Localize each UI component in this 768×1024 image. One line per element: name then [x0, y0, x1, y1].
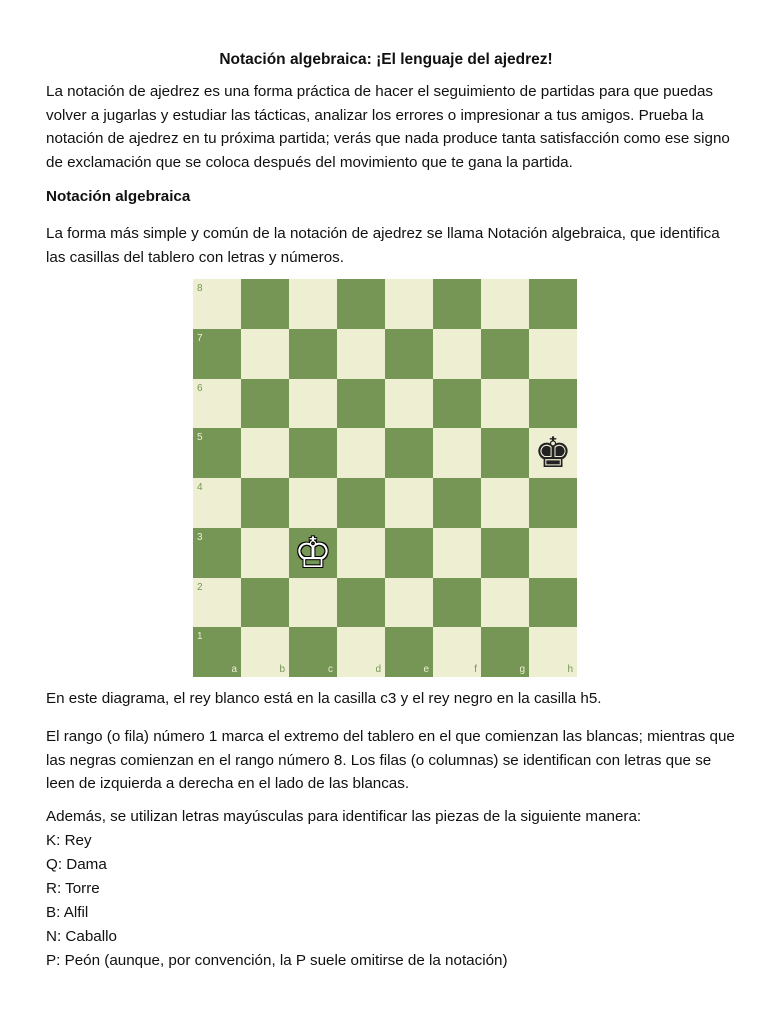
square-g3 — [481, 528, 529, 578]
list-item: K: Rey — [46, 832, 92, 849]
square-c2 — [289, 578, 337, 628]
square-e1 — [385, 627, 433, 677]
square-c7 — [289, 329, 337, 379]
square-f7 — [433, 329, 481, 379]
file-label: e — [423, 664, 429, 675]
rank-label: 7 — [197, 332, 203, 344]
square-a7 — [193, 329, 241, 379]
square-h8 — [529, 279, 577, 329]
intro-paragraph: La notación de ajedrez es una forma práctica de hacer el seguimiento de partidas para que puedas volver a jugarlas y estudiar las tácticas, analizar los errores o impresionar a tus amigos. Prueba la notación de ajedrez en tu próxima partida; verás que nada produce tanta satisfacción como ese signo de exclamación que se coloca después del movimiento que te gana la partida. — [46, 83, 730, 171]
file-label: g — [519, 664, 525, 675]
square-b4 — [241, 478, 289, 528]
black-king-icon: ♚ — [534, 428, 572, 478]
list-item: P: Peón (aunque, por convención, la P suele omitirse de la notación) — [46, 952, 508, 969]
square-e7 — [385, 329, 433, 379]
white-king-icon: ♔ — [294, 527, 332, 577]
square-g4 — [481, 478, 529, 528]
square-a8 — [193, 279, 241, 329]
list-item: B: Alfil — [46, 904, 89, 921]
file-label: c — [328, 664, 333, 675]
pieces-intro: Además, se utilizan letras mayúsculas para identificar las piezas de la siguiente manera: — [46, 808, 642, 825]
square-c4 — [289, 478, 337, 528]
square-h3 — [529, 528, 577, 578]
square-d3 — [337, 528, 385, 578]
section-heading: Notación algebraica — [46, 188, 191, 205]
rank-label: 1 — [197, 631, 203, 643]
square-e8 — [385, 279, 433, 329]
file-label: b — [279, 664, 285, 675]
square-c8 — [289, 279, 337, 329]
square-d1 — [337, 627, 385, 677]
section-paragraph: La forma más simple y común de la notación de ajedrez se llama Notación algebraica, que identifica las casillas del tablero con letras y números. — [46, 225, 720, 266]
square-c6 — [289, 379, 337, 429]
square-c1 — [289, 627, 337, 677]
square-h1 — [529, 627, 577, 677]
page-title: Notación algebraica: ¡El lenguaje del ajedrez! — [219, 51, 553, 68]
square-a2 — [193, 578, 241, 628]
square-d6 — [337, 379, 385, 429]
pieces-list — [46, 829, 508, 973]
square-d5 — [337, 428, 385, 478]
square-b5 — [241, 428, 289, 478]
square-f3 — [433, 528, 481, 578]
square-b6 — [241, 379, 289, 429]
file-label: h — [567, 664, 573, 675]
square-f8 — [433, 279, 481, 329]
square-d8 — [337, 279, 385, 329]
file-label: a — [231, 664, 237, 675]
square-c3 — [289, 528, 337, 578]
square-h6 — [529, 379, 577, 429]
list-item: N: Caballo — [46, 928, 117, 945]
rank-label: 2 — [197, 581, 203, 593]
square-d2 — [337, 578, 385, 628]
list-item: R: Torre — [46, 880, 100, 897]
square-h4 — [529, 478, 577, 528]
diagram-caption: En este diagrama, el rey blanco está en la casilla c3 y el rey negro en la casilla h5. — [46, 690, 602, 707]
square-g7 — [481, 329, 529, 379]
file-label: d — [375, 664, 381, 675]
square-g8 — [481, 279, 529, 329]
square-b2 — [241, 578, 289, 628]
square-a3 — [193, 528, 241, 578]
square-c5 — [289, 428, 337, 478]
square-e3 — [385, 528, 433, 578]
square-a6 — [193, 379, 241, 429]
square-g5 — [481, 428, 529, 478]
rank-label: 8 — [197, 283, 203, 294]
square-e5 — [385, 428, 433, 478]
rank-label: 6 — [197, 382, 203, 394]
square-a4 — [193, 478, 241, 528]
rank-label: 5 — [197, 432, 203, 444]
square-b7 — [241, 329, 289, 379]
rank-label: 4 — [197, 482, 203, 493]
square-b1 — [241, 627, 289, 677]
square-d4 — [337, 478, 385, 528]
square-h7 — [529, 329, 577, 379]
square-e2 — [385, 578, 433, 628]
list-item: Q: Dama — [46, 856, 107, 873]
square-f4 — [433, 478, 481, 528]
square-f5 — [433, 428, 481, 478]
square-h2 — [529, 578, 577, 628]
square-g1 — [481, 627, 529, 677]
rank-label: 3 — [197, 531, 203, 543]
square-f6 — [433, 379, 481, 429]
square-b3 — [241, 528, 289, 578]
square-g2 — [481, 578, 529, 628]
square-e6 — [385, 379, 433, 429]
ranks-paragraph: El rango (o fila) número 1 marca el extremo del tablero en el que comienzan las blancas; mientras que las negras comienzan en el rango número 8. Los filas (o columnas) se identifican con letras que se leen de izquierda a derecha en el lado de las blancas. — [46, 728, 735, 792]
square-b8 — [241, 279, 289, 329]
square-g6 — [481, 379, 529, 429]
file-label: f — [474, 664, 477, 675]
square-d7 — [337, 329, 385, 379]
square-e4 — [385, 478, 433, 528]
square-a1 — [193, 627, 241, 677]
square-f2 — [433, 578, 481, 628]
square-h5 — [529, 428, 577, 478]
square-a5 — [193, 428, 241, 478]
square-f1 — [433, 627, 481, 677]
chess-board — [193, 279, 577, 677]
